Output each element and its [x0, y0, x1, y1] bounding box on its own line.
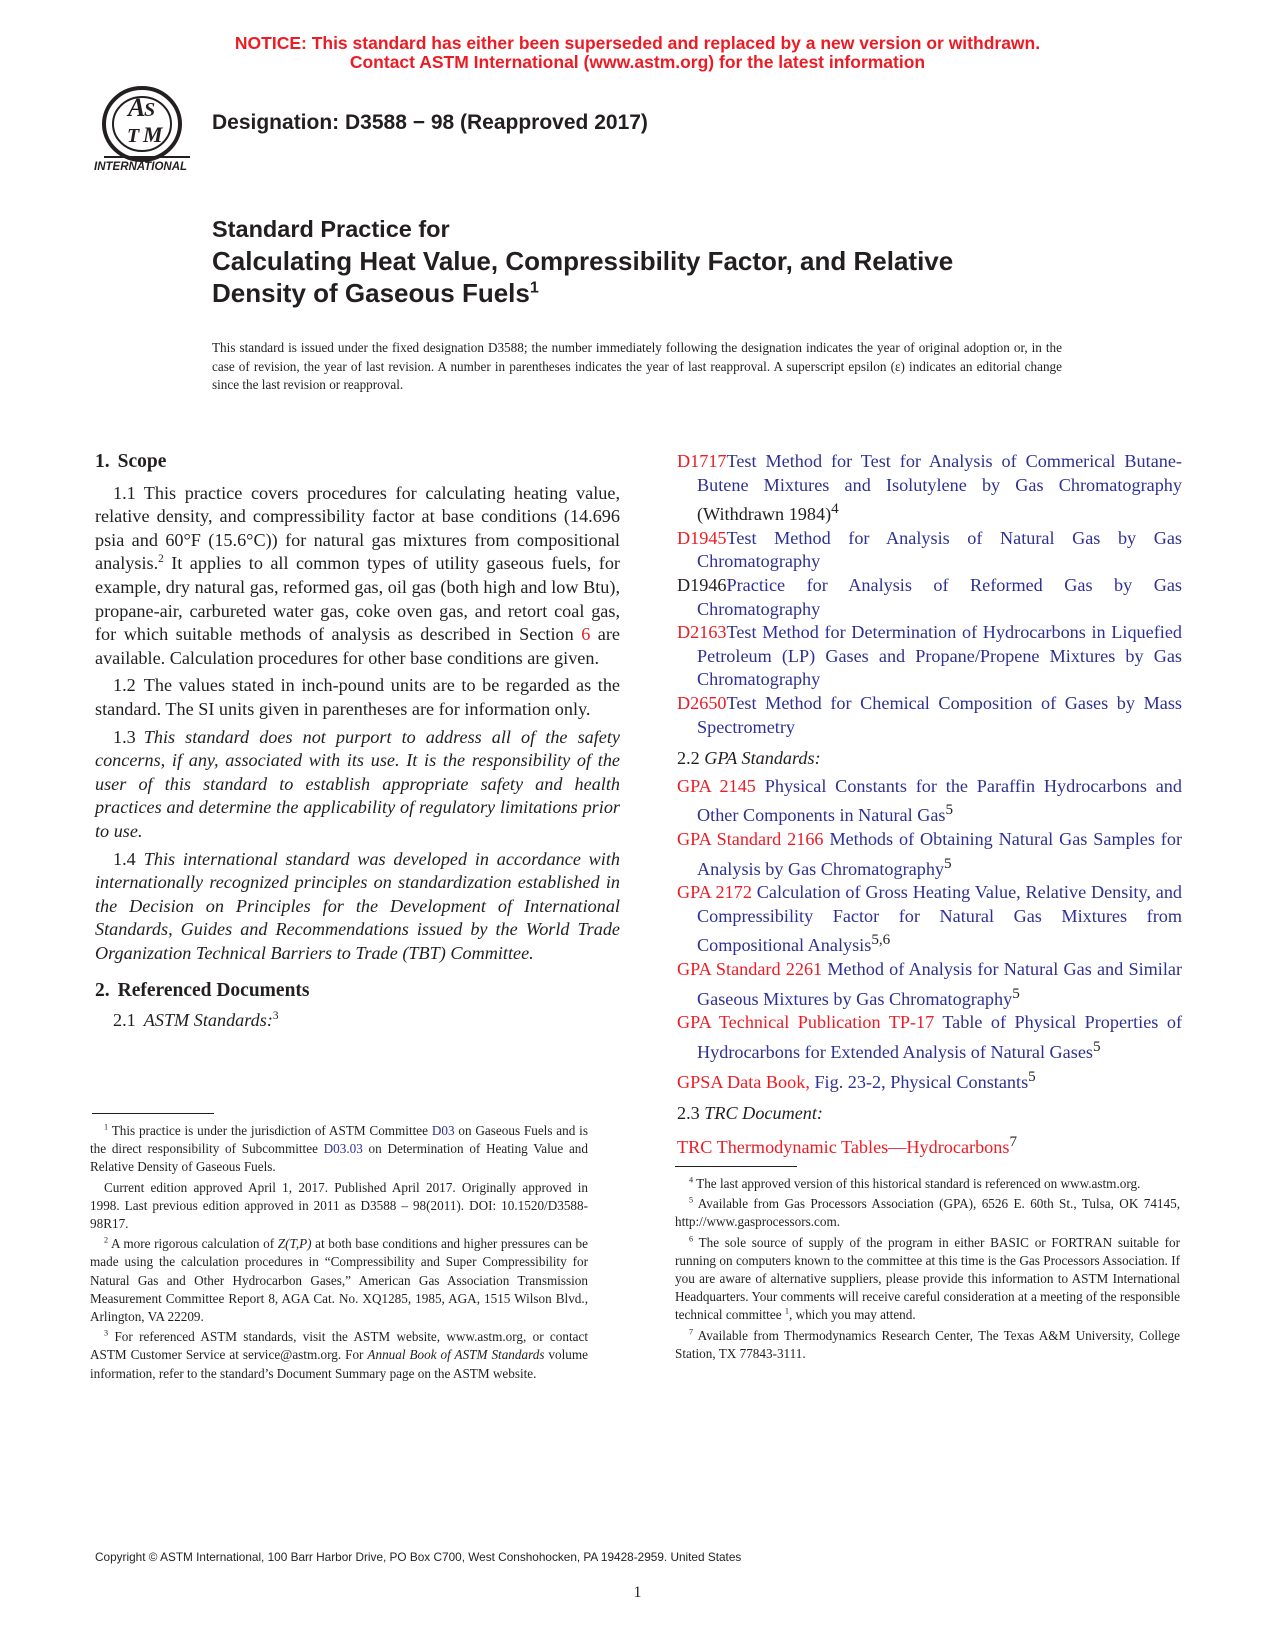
ref-gpa-tp17[interactable]: GPA Technical Publication TP-17 Table of Physical Properties of Hydrocarbons for Extended Analysis of Natural Gases$^5$: [677, 1012, 1182, 1063]
left-column: [95, 450, 620, 1037]
notice-banner: [0, 34, 1275, 72]
subcommittee-d03-03-link[interactable]: D03.03: [323, 1141, 363, 1157]
notice-line-1: NOTICE: This standard has either been superseded and replaced by a new version or withdrawn.: [234, 33, 1041, 53]
ref-gpa-2166[interactable]: GPA Standard 2166 Methods of Obtaining Natural Gas Samples for Analysis by Gas Chromatography$^5$: [677, 829, 1182, 879]
gpa-standards-label: 2.2 GPA Standards:: [677, 748, 821, 769]
footnote-ref-3[interactable]: 3: [272, 1010, 279, 1022]
footnote-6: $^6$ The sole source of supply of the program in either BASIC or FORTRAN suitable for running on computers known to the committee at this time is the Gas Processors Association. If you are aware of alternative suppliers, please provide this information to ASTM International Headquarters. Your comments will receive careful consideration at a meeting of the responsible technical committee $^1$, which you may attend.: [675, 1234, 1180, 1323]
committee-d03-link[interactable]: D03: [431, 1123, 455, 1138]
footnote-divider-left: [92, 1113, 214, 1114]
title-line-2: Calculating Heat Value, Compressibility Factor, and Relative: [212, 246, 954, 276]
ref-d1946[interactable]: D1946Practice for Analysis of Reformed Gas by Gas Chromatography: [677, 575, 1182, 619]
ref-gpa-2261[interactable]: GPA Standard 2261 Method of Analysis for Natural Gas and Similar Gaseous Mixtures by Gas Chromatography$^5$: [677, 959, 1182, 1009]
logo-text: INTERNATIONAL: [94, 161, 188, 173]
footnote-5: $^5$ Available from Gas Processors Association (GPA), 6526 E. 60th St., Tulsa, OK 74145, http://www.gasprocessors.com.: [675, 1195, 1181, 1230]
footnote-7: $^7$ Available from Thermodynamics Research Center, The Texas A&M University, College Station, TX 77843-3111.: [675, 1327, 1180, 1361]
footnotes-right: [675, 1175, 1180, 1365]
document-title: [212, 213, 1142, 309]
astm-standards-list: [677, 450, 1182, 739]
title-line-1: Standard Practice for: [212, 216, 450, 242]
svg-text:T: T: [127, 125, 140, 147]
footnote-4: $^4$ The last approved version of this historical standard is referenced on www.astm.org.: [689, 1175, 1141, 1191]
page-number: 1: [633, 1584, 642, 1601]
scope-1-4: 1.4 This international standard was developed in accordance with internationally recognized principles on standardization established in the Decision on Principles for the Development of International Standards, Guides and Recommendations issued by the World Trade Organization Technical Barriers to Trade (TBT) Committee.: [95, 848, 620, 963]
gpa-standards-list: [677, 775, 1182, 1095]
ref-d2650[interactable]: D2650Test Method for Chemical Composition of Gases by Mass Spectrometry: [677, 693, 1182, 737]
footnote-3: $^3$ For referenced ASTM standards, visit the ASTM website, www.astm.org, or contact ASTM Customer Service at service@astm.org. For Annual Book of ASTM Standards volume information, refer to the standard’s Document Summary page on the ASTM website.: [90, 1328, 588, 1381]
footnote-ref-2[interactable]: 2: [158, 553, 164, 566]
svg-text:A: A: [128, 93, 146, 122]
title-line-3: Density of Gaseous Fuels: [212, 278, 530, 308]
ref-d2163[interactable]: D2163Test Method for Determination of Hydrocarbons in Liquefied Petroleum (LP) Gases and Propane/Propene Mixtures by Gas Chromatography: [677, 622, 1182, 690]
ref-trc-tables[interactable]: TRC Thermodynamic Tables—Hydrocarbons$^7$: [677, 1132, 1018, 1157]
astm-logo-icon: [92, 84, 196, 176]
ref-gpa-2145[interactable]: GPA 2145 Physical Constants for the Paraffin Hydrocarbons and Other Components in Natural Gas$^5$: [677, 775, 1182, 826]
scope-1-3: 1.3 This standard does not purport to address all of the safety concerns, if any, associated with its use. It is the responsibility of the user of this standard to establish appropriate safety and health practices and determine the applicability of regulatory limitations prior to use.: [95, 726, 620, 841]
copyright-line: Copyright © ASTM International, 100 Barr Harbor Drive, PO Box C700, West Conshohocken, PA 19428-2959. United States: [95, 1550, 742, 1564]
scope-1-1: 1.1 This practice covers procedures for calculating heating value, relative density, and compressibility factor at base conditions (14.696 psia and 60°F (15.6°C)) for natural gas mixtures from compositional analysis.$^2$ It applies to all common types of utility gaseous fuels, for example, dry natural gas, reformed gas, oil gas (both high and low Btu), propane-air, carbureted water gas, coke oven gas, and retort coal gas, for which suitable methods of analysis as described in Section 6 are available. Calculation procedures for other base conditions are given.: [95, 482, 621, 668]
footnote-1-edition: Current edition approved April 1, 2017. Published April 2017. Originally approved in 1998. Last previous edition approved in 2011 as D3588 – 98(2011). DOI: 10.1520/D3588-98R17.: [90, 1179, 588, 1232]
refdocs-heading: 2. Referenced Documents: [95, 980, 310, 1002]
right-column: [677, 450, 1182, 1160]
footnote-divider-right: [675, 1166, 797, 1167]
astm-standards-label: 2.1 ASTM Standards:$^3$: [113, 1010, 279, 1031]
trc-document-label: 2.3 TRC Document:: [677, 1103, 823, 1124]
svg-text:M: M: [143, 122, 163, 147]
ref-gpsa-data-book[interactable]: GPSA Data Book, Fig. 23-2, Physical Constants$^5$: [677, 1067, 1036, 1092]
issuance-note: This standard is issued under the fixed designation D3588; the number immediately following the designation indicates the year of original adoption or, in the case of revision, the year of last revision. A number in parentheses indicates the year of last reapproval. A superscript epsilon (ε) indicates an editorial change since the last revision or reapproval.: [212, 340, 1062, 392]
footnotes-left: [90, 1122, 588, 1385]
svg-text:S: S: [144, 99, 156, 121]
title-footnote-mark[interactable]: 1: [529, 278, 539, 297]
notice-line-2: Contact ASTM International (www.astm.org) for the latest information: [349, 52, 926, 72]
scope-heading: 1. Scope: [95, 451, 167, 472]
ref-gpa-2172[interactable]: GPA 2172 Calculation of Gross Heating Value, Relative Density, and Compressibility Factor for Natural Gas Mixtures from Compositional Analysis$^{5,6}$: [677, 882, 1183, 956]
ref-d1717[interactable]: D1717Test Method for Test for Analysis of Commerical Butane-Butene Mixtures and Isolutylene by Gas Chromatography (Withdrawn 1984)$^4$: [677, 451, 1182, 525]
footnote-1: $^1$ This practice is under the jurisdiction of ASTM Committee D03 on Gaseous Fuels and is the direct responsibility of Subcommittee D03.03 on Determination of Heating Value and Relative Density of Gaseous Fuels.: [90, 1122, 588, 1175]
section-6-link[interactable]: 6: [581, 624, 591, 645]
footnote-2: $^2$ A more rigorous calculation of Z(T,P) at both base conditions and higher pressures can be made using the calculation procedures in “Compressibility and Super Compressibility for Natural Gas and Other Hydrocarbon Gases,” American Gas Association Transmission Measurement Committee Report 8, AGA Cat. No. XQ1285, 1985, AGA, 1515 Wilson Blvd., Arlington, VA 22209.: [90, 1235, 588, 1325]
scope-1-2: 1.2 The values stated in inch-pound units are to be regarded as the standard. The SI units given in parentheses are for information only.: [95, 675, 620, 719]
designation: Designation: D3588 − 98 (Reapproved 2017): [212, 111, 648, 134]
ref-d1945[interactable]: D1945Test Method for Analysis of Natural Gas by Gas Chromatography: [677, 527, 1182, 572]
